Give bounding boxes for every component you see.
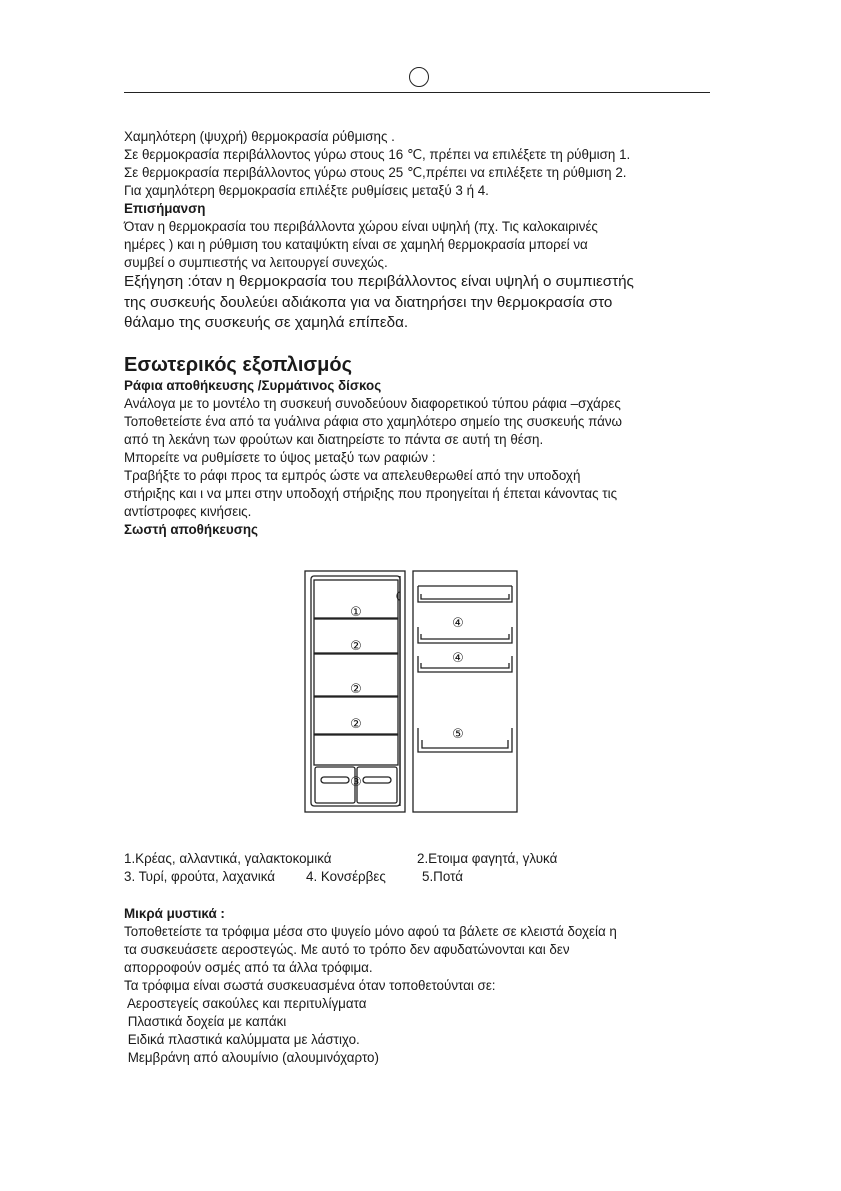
legend-item: 5.Ποτά (422, 869, 463, 884)
tips-heading: Μικρά μυστικά : (124, 906, 225, 921)
tips-section (124, 905, 724, 1067)
equipment-section (124, 353, 724, 539)
legend-row-2 (124, 868, 463, 886)
text-line: Τοποθετείστε ένα από τα γυάλινα ράφια στο χαμηλότερο σημείο της συσκευής πάνω (124, 414, 623, 429)
text-line: ημέρες ) και η ρύθμιση του καταψύκτη είναι σε χαμηλή θερμοκρασία μπορεί να (124, 237, 588, 252)
shelf-bottom (314, 735, 398, 765)
text-line: Χαμηλότερη (ψυχρή) θερμοκρασία ρύθμισης . (124, 129, 395, 144)
text-line: στήριξης και ι να μπει στην υποδοχή στήριξης που προηγείται ή έπεται κάνοντας τις (124, 486, 618, 501)
text-line: Τα τρόφιμα είναι σωστά συσκευασμένα όταν τοποθετούνται σε: (124, 978, 496, 993)
storage-heading: Σωστή αποθήκευσης (124, 522, 259, 537)
legend-row-1 (124, 850, 558, 868)
label-shelf-2b: ② (350, 682, 362, 697)
crisper-right (357, 767, 397, 803)
label-door-5: ⑤ (452, 727, 464, 742)
label-door-4a: ④ (452, 616, 464, 631)
label-door-4b: ④ (452, 651, 464, 666)
label-crisper: ③ (350, 775, 362, 790)
legend-item: 1.Κρέας, αλλαντικά, γαλακτοκομικά (124, 851, 332, 866)
list-item: Μεμβράνη από αλουμίνιο (αλουμινόχαρτο) (124, 1050, 379, 1065)
crisper-left (315, 767, 355, 803)
note-heading: Επισήμανση (124, 201, 206, 216)
text-line: Εξήγηση :όταν η θερμοκρασία του περιβάλλοντος είναι υψηλή ο συμπιεστής (124, 273, 634, 290)
label-shelf-1: ① (350, 605, 362, 620)
temperature-settings-section (124, 128, 724, 334)
subheading: Ράφια αποθήκευσης /Συρμάτινος δίσκος (124, 378, 382, 393)
text-line: Μπορείτε να ρυθμίσετε το ύψος μεταξύ των ραφιών : (124, 450, 436, 465)
fridge-diagram (304, 570, 518, 815)
fridge-door (413, 571, 517, 812)
text-line: Σε θερμοκρασία περιβάλλοντος γύρω στους 25 ℃,πρέπει να επιλέξετε τη ρύθμιση 2. (124, 165, 627, 180)
text-line: Τραβήξτε το ράφι προς τα εμπρός ώστε να απελευθερωθεί από την υποδοχή (124, 468, 581, 483)
text-line: Σε θερμοκρασία περιβάλλοντος γύρω στους 16 ℃, πρέπει να επιλέξετε τη ρύθμιση 1. (124, 147, 631, 162)
header-rule (124, 92, 710, 93)
text-line: Για χαμηλότερη θερμοκρασία επιλέξτε ρυθμίσεις μεταξύ 3 ή 4. (124, 183, 489, 198)
text-line: απορροφούν οσμές από τα άλλα τρόφιμα. (124, 960, 373, 975)
list-item: Πλαστικά δοχεία με καπάκι (124, 1014, 287, 1029)
legend-item: 2.Ετοιμα φαγητά, γλυκά (417, 851, 558, 866)
list-item: Ειδικά πλαστικά καλύμματα με λάστιχο. (124, 1032, 360, 1047)
legend-item: 4. Κονσέρβες (306, 869, 386, 884)
text-line: από τη λεκάνη των φρούτων και διατηρείστε το πάντα σε αυτή τη θέση. (124, 432, 544, 447)
list-item: Αεροστεγείς σακούλες και περιτυλίγματα (124, 996, 367, 1011)
text-line: της συσκευής δουλεύει αδιάκοπα για να διατηρήσει την θερμοκρασία στο (124, 293, 613, 311)
page-number-circle (409, 67, 429, 87)
text-line: τα συσκευάσετε αεροστεγώς. Με αυτό το τρόπο δεν αφυδατώνονται και δεν (124, 942, 570, 957)
text-line: θάλαμο της συσκευής σε χαμηλά επίπεδα. (124, 314, 409, 331)
label-shelf-2a: ② (350, 639, 362, 654)
text-line: αντίστροφες κινήσεις. (124, 504, 252, 519)
text-line: Τοποθετείστε τα τρόφιμα μέσα στο ψυγείο μόνο αφού τα βάλετε σε κλειστά δοχεία η (124, 924, 617, 939)
text-line: Ανάλογα με το μοντέλο τη συσκευή συνοδεύουν διαφορετικού τύπου ράφια –σχάρες (124, 396, 621, 411)
legend-item: 3. Τυρί, φρούτα, λαχανικά (124, 869, 275, 884)
label-shelf-2c: ② (350, 717, 362, 732)
text-line: Όταν η θερμοκρασία του περιβάλλοντα χώρου είναι υψηλή (πχ. Τις καλοκαιρινές (124, 219, 598, 234)
section-heading: Εσωτερικός εξοπλισμός (124, 354, 352, 376)
text-line: συμβεί ο συμπιεστής να λειτουργεί συνεχώς. (124, 255, 388, 270)
